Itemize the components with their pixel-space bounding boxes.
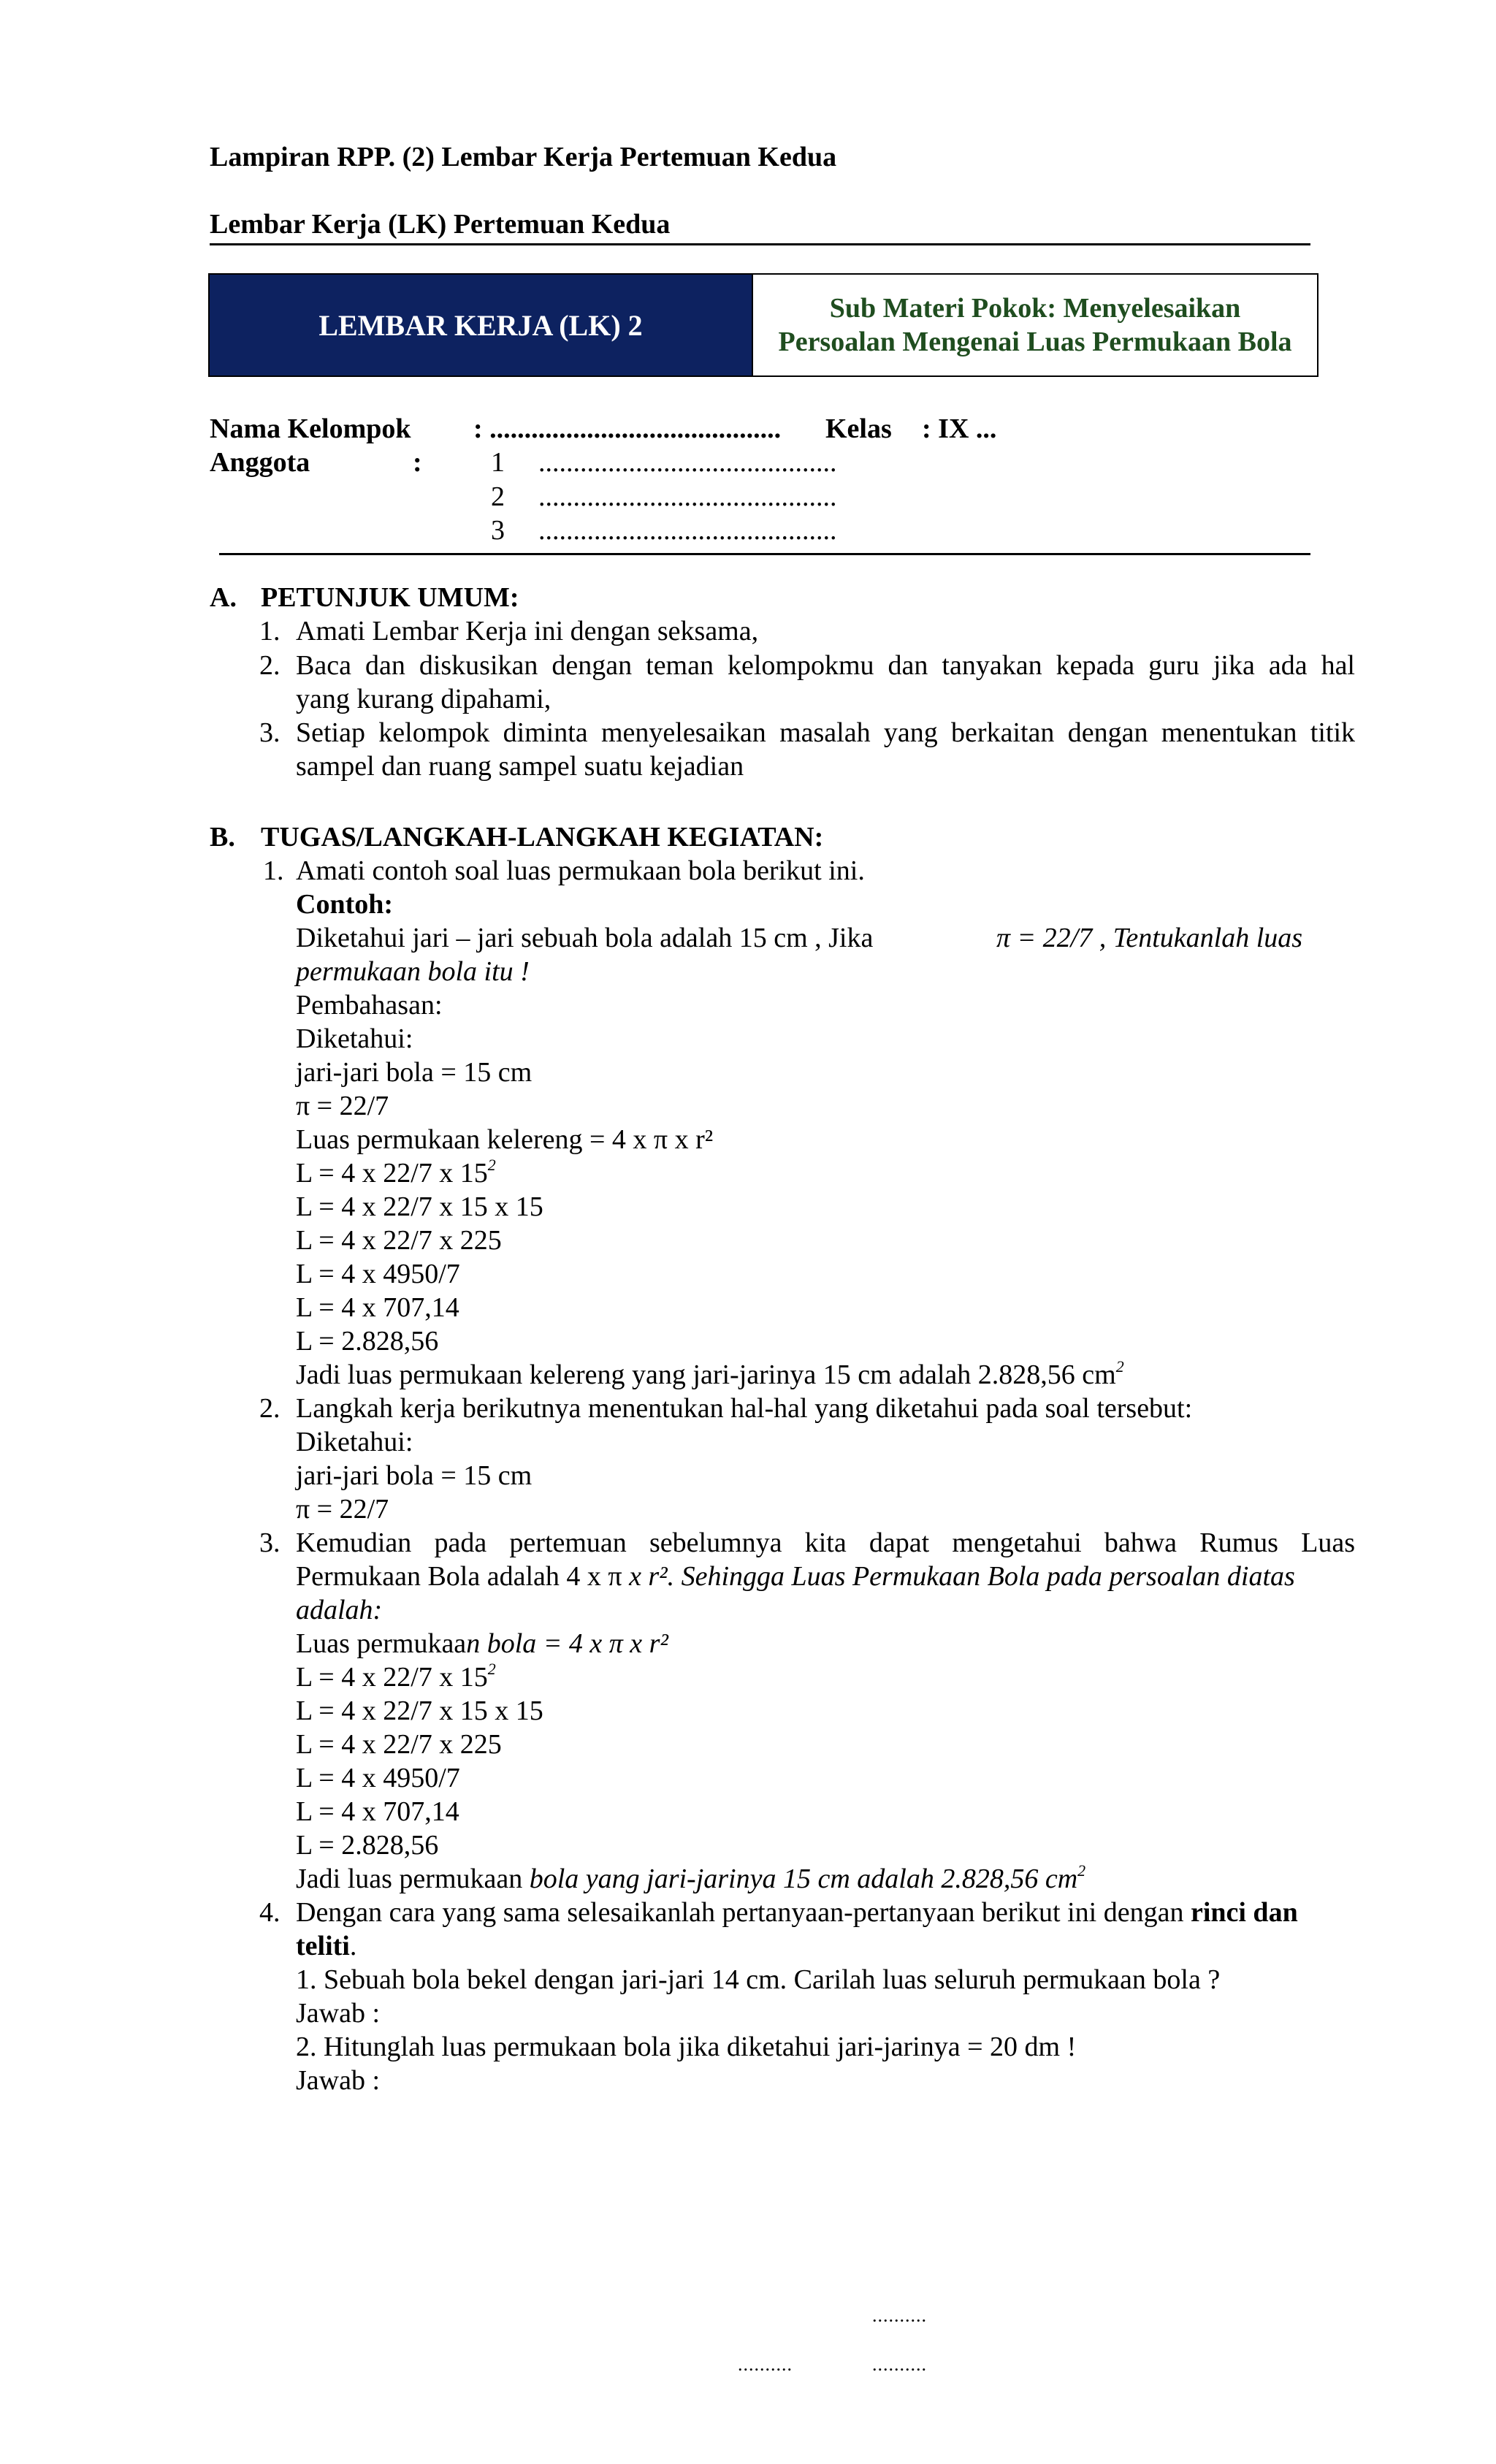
exponent: 2	[487, 1660, 496, 1678]
question-line: 2. Hitunglah luas permukaan bola jika diketahui jari-jarinya = 20 dm !	[296, 2032, 1077, 2062]
solution-line: jari-jari bola = 15 cm	[296, 1460, 533, 1491]
class-field: : IX ...	[922, 413, 997, 444]
divider	[219, 553, 1310, 555]
list-number: 2.	[259, 650, 280, 681]
divider	[210, 243, 1310, 245]
class-label: Kelas	[825, 413, 892, 444]
members-colon: :	[413, 447, 422, 478]
conclusion-text: Jadi luas permukaan kelereng yang jari-jarinya 15 cm adalah 2.828,56 cm	[296, 1359, 1116, 1390]
member-field: ...........................................	[538, 515, 837, 546]
step-text: Amati contoh soal luas permukaan bola berikut ini.	[296, 855, 865, 886]
formula-part: n bola = 4 x π x r²	[466, 1628, 668, 1659]
list-item: Setiap kelompok diminta menyelesaikan masalah yang berkaitan dengan menentukan titik	[296, 717, 1355, 748]
step-text-part: Permukaan Bola adalah 4 x π	[296, 1561, 622, 1592]
step-text: adalah:	[296, 1595, 383, 1625]
section-a-heading: PETUNJUK UMUM:	[261, 582, 519, 613]
step-text-part: .	[349, 1931, 357, 1961]
step-number: 4.	[259, 1897, 280, 1928]
list-item: Amati Lembar Kerja ini dengan seksama,	[296, 616, 759, 646]
list-number: 3.	[259, 717, 280, 748]
step-number: 3.	[259, 1527, 280, 1558]
list-item-continued: sampel dan ruang sampel suatu kejadian	[296, 751, 744, 782]
conclusion-text: bola yang jari-jarinya 15 cm adalah 2.828,56 cm	[529, 1864, 1078, 1894]
footer-dots: ..........	[872, 2305, 927, 2326]
member-field: ...........................................	[538, 481, 837, 512]
solution-line: Diketahui:	[296, 1023, 413, 1054]
calculation-line	[296, 1156, 496, 1190]
calculation-line: L = 2.828,56	[296, 1830, 439, 1861]
conclusion-line	[296, 1862, 1085, 1896]
calculation-line: L = 4 x 22/7 x 15 x 15	[296, 1191, 543, 1222]
exponent: 2	[1115, 1357, 1124, 1376]
worksheet-subtitle: Lembar Kerja (LK) Pertemuan Kedua	[210, 209, 671, 240]
list-item-continued: yang kurang dipahami,	[296, 684, 552, 714]
example-problem-part: Diketahui jari – jari sebuah bola adalah 15 cm , Jika	[296, 923, 874, 953]
conclusion-line	[296, 1358, 1124, 1392]
calculation-line: L = 4 x 4950/7	[296, 1259, 460, 1289]
calculation-line: L = 4 x 22/7 x 225	[296, 1225, 502, 1256]
conclusion-text: Jadi luas permukaan	[296, 1864, 530, 1894]
member-number: 3	[491, 515, 505, 546]
header-box-submaterial: Sub Materi Pokok: Menyelesaikan Persoalan Mengenai Luas Permukaan Bola	[752, 275, 1317, 375]
header-box	[208, 273, 1318, 377]
step-text: Kemudian pada pertemuan sebelumnya kita dapat mengetahui bahwa Rumus Luas	[296, 1527, 1355, 1558]
group-name-label: Nama Kelompok	[210, 413, 411, 444]
step-text-part: Dengan cara yang sama selesaikanlah pertanyaan-pertanyaan berikut ini dengan	[296, 1897, 1191, 1928]
list-item: Baca dan diskusikan dengan teman kelompokmu dan tanyakan kepada guru jika ada hal	[296, 650, 1355, 681]
formula-line	[296, 1627, 668, 1660]
calculation-line: L = 4 x 22/7 x 15 x 15	[296, 1696, 543, 1726]
exponent: 2	[1077, 1861, 1086, 1880]
step-text-part: x r². Sehingga Luas Permukaan Bola pada persoalan diatas	[622, 1561, 1295, 1592]
answer-label: Jawab :	[296, 1998, 381, 2029]
example-problem-part: π = 22/7 , Tentukanlah luas	[996, 923, 1303, 953]
footer-dots: ..........	[738, 2354, 793, 2375]
calculation-line: L = 4 x 707,14	[296, 1796, 459, 1827]
group-name-field: : ..........................................	[473, 413, 782, 444]
step-number: 1.	[263, 855, 284, 886]
section-a-letter: A.	[210, 582, 237, 613]
step-text	[296, 1896, 1298, 1929]
solution-line: π = 22/7	[296, 1091, 389, 1121]
step-text-emphasis: rinci dan	[1190, 1897, 1298, 1928]
solution-line: Diketahui:	[296, 1427, 413, 1457]
solution-line: Pembahasan:	[296, 990, 443, 1021]
solution-line: Luas permukaan kelereng = 4 x π x r²	[296, 1124, 714, 1155]
section-b-letter: B.	[210, 822, 235, 853]
calculation-line: L = 4 x 707,14	[296, 1292, 459, 1323]
header-box-title: LEMBAR KERJA (LK) 2	[210, 275, 752, 375]
question-line: 1. Sebuah bola bekel dengan jari-jari 14 cm. Carilah luas seluruh permukaan bola ?	[296, 1964, 1221, 1995]
calculation-line	[296, 1660, 496, 1694]
solution-line: jari-jari bola = 15 cm	[296, 1057, 533, 1088]
step-text: Langkah kerja berikutnya menentukan hal-hal yang diketahui pada soal tersebut:	[296, 1393, 1193, 1424]
step-number: 2.	[259, 1393, 280, 1424]
member-number: 1	[491, 447, 505, 478]
page-title: Lampiran RPP. (2) Lembar Kerja Pertemuan Kedua	[210, 142, 837, 172]
formula-part: Luas permukaa	[296, 1628, 467, 1659]
member-field: ...........................................	[538, 447, 837, 478]
list-number: 1.	[259, 616, 280, 646]
member-number: 2	[491, 481, 505, 512]
step-text	[296, 1929, 356, 1963]
calculation-line: L = 2.828,56	[296, 1326, 439, 1357]
footer-dots: ..........	[872, 2354, 927, 2375]
calculation-text: L = 4 x 22/7 x 15	[296, 1662, 488, 1693]
step-text	[296, 1560, 1295, 1593]
members-label: Anggota	[210, 447, 310, 478]
calculation-line: L = 4 x 22/7 x 225	[296, 1729, 502, 1760]
section-b-heading: TUGAS/LANGKAH-LANGKAH KEGIATAN:	[261, 822, 824, 853]
solution-line: π = 22/7	[296, 1494, 389, 1525]
answer-label: Jawab :	[296, 2065, 381, 2096]
example-problem-part: permukaan bola itu !	[296, 956, 530, 987]
example-label: Contoh:	[296, 889, 394, 920]
calculation-text: L = 4 x 22/7 x 15	[296, 1158, 488, 1189]
example-problem	[296, 921, 873, 955]
step-text-emphasis: teliti	[296, 1931, 350, 1961]
calculation-line: L = 4 x 4950/7	[296, 1763, 460, 1793]
exponent: 2	[487, 1156, 496, 1174]
